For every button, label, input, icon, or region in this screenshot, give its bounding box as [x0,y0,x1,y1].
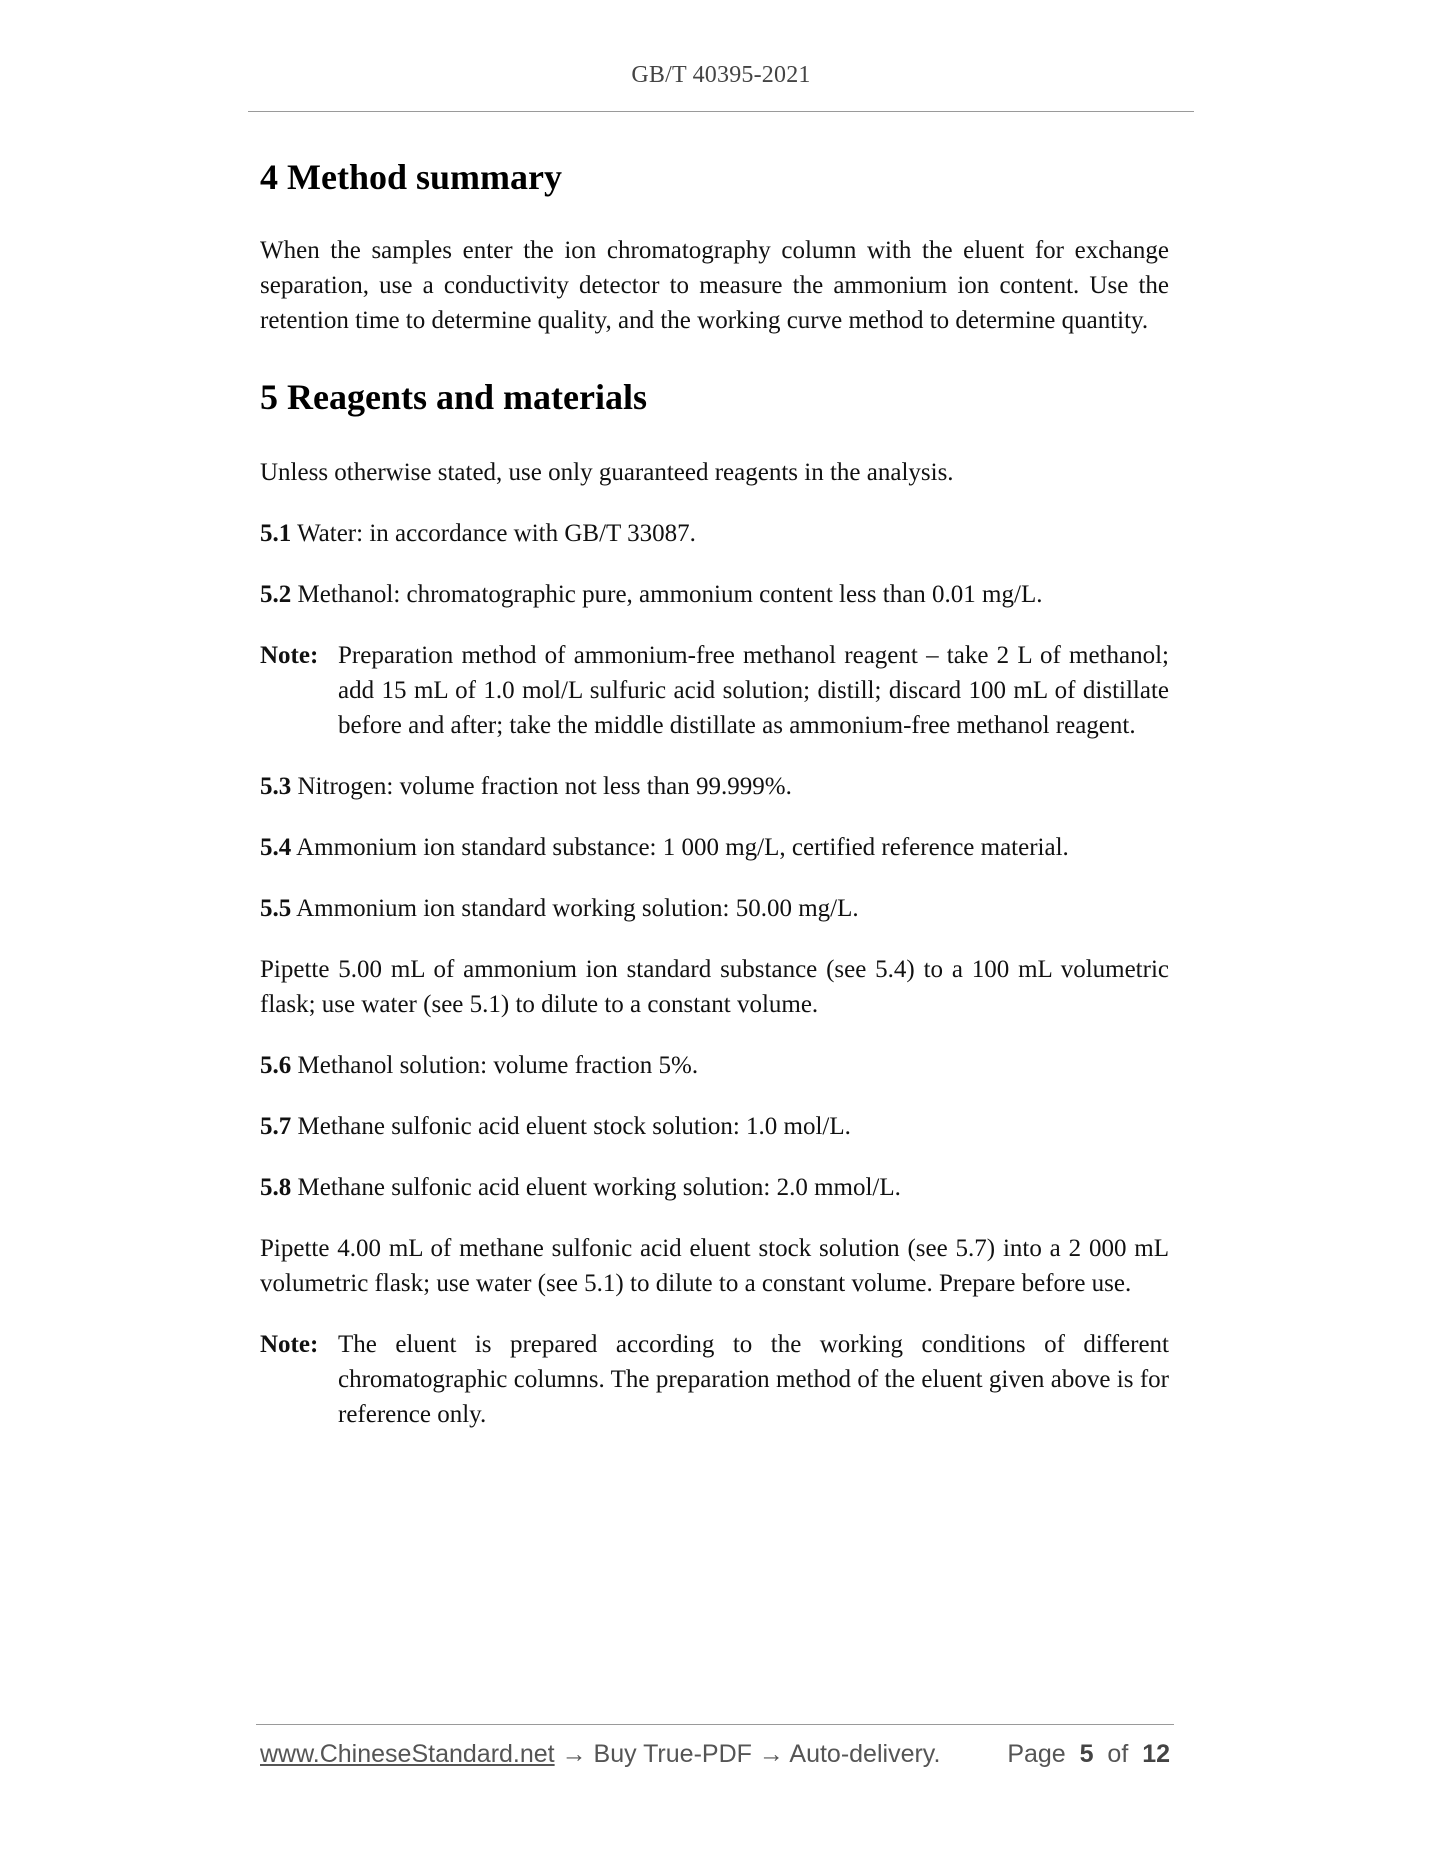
page-indicator [1007,1740,1170,1769]
clause-number: 5.2 [260,581,292,609]
chinesestandard-link[interactable]: www.ChineseStandard.net [260,1740,555,1768]
page-word: Page [1007,1740,1066,1768]
document-body [260,150,1169,1458]
footer-promo [260,1740,940,1769]
note-eluent-reference [260,1327,1169,1432]
clause-text: Methanol: chromatographic pure, ammonium content less than 0.01 mg/L. [297,581,1043,609]
clause-5-7 [260,1109,1169,1144]
of-word: of [1107,1740,1129,1768]
clause-5-2 [260,577,1169,612]
clause-text: Ammonium ion standard working solution: 50.00 mg/L. [296,895,859,923]
clause-number: 5.1 [260,520,292,548]
note-label: Note: [260,1331,319,1359]
clause-number: 5.5 [260,895,292,923]
clause-number: 5.8 [260,1174,292,1202]
note-text: Preparation method of ammonium-free methanol reagent – take 2 L of methanol; add 15 mL of 1.0 mol/L sulfuric acid solution; distill; discard 100 mL of distillate before and after; take the middle distillate as ammonium-free methanol reagent. [338,642,1169,740]
clause-number: 5.4 [260,834,292,862]
clause-5-8 [260,1170,1169,1205]
total-pages-number: 12 [1142,1740,1170,1768]
page-header-standard-code: GB/T 40395-2021 [631,62,811,88]
clause-5-5 [260,891,1169,926]
clause-text: Methane sulfonic acid eluent working solution: 2.0 mmol/L. [297,1174,901,1202]
clause-text: Methanol solution: volume fraction 5%. [297,1052,699,1080]
clause-5-3 [260,769,1169,804]
clause-text: Ammonium ion standard substance: 1 000 mg/L, certified reference material. [296,834,1069,862]
section-4-body: When the samples enter the ion chromatography column with the eluent for exchange separation, use a conductivity detector to measure the ammonium ion content. Use the retention time to determine quality, and the working curve method to determine quantity. [260,237,1169,335]
clause-number: 5.6 [260,1052,292,1080]
clause-number: 5.3 [260,773,292,801]
footer-divider [256,1724,1174,1725]
note-text: The eluent is prepared according to the working conditions of different chromatographic columns. The preparation method of the eluent given above is for reference only. [338,1331,1169,1429]
clause-5-4 [260,830,1169,865]
clause-text: Nitrogen: volume fraction not less than 99.999%. [297,773,792,801]
clause-text: Methane sulfonic acid eluent stock solution: 1.0 mol/L. [297,1113,851,1141]
note-label: Note: [260,642,319,670]
section-4-heading: 4 Method summary [260,157,562,197]
header-divider [248,111,1194,112]
clause-number: 5.7 [260,1113,292,1141]
section-5-intro: Unless otherwise stated, use only guaranteed reagents in the analysis. [260,459,954,487]
note-methanol-preparation [260,638,1169,743]
page-footer [260,1740,1170,1769]
clause-text: Water: in accordance with GB/T 33087. [297,520,696,548]
clause-5-5-procedure: Pipette 5.00 mL of ammonium ion standard substance (see 5.4) to a 100 mL volumetric flask; use water (see 5.1) to dilute to a constant volume. [260,956,1169,1019]
footer-promo-text: → Buy True-PDF → Auto-delivery. [554,1740,941,1768]
section-5-heading: 5 Reagents and materials [260,377,647,418]
current-page-number: 5 [1079,1740,1094,1768]
clause-5-6 [260,1048,1169,1083]
clause-5-1 [260,516,1169,551]
clause-5-8-procedure: Pipette 4.00 mL of methane sulfonic acid eluent stock solution (see 5.7) into a 2 000 mL volumetric flask; use water (see 5.1) to dilute to a constant volume. Prepare before use. [260,1235,1169,1298]
